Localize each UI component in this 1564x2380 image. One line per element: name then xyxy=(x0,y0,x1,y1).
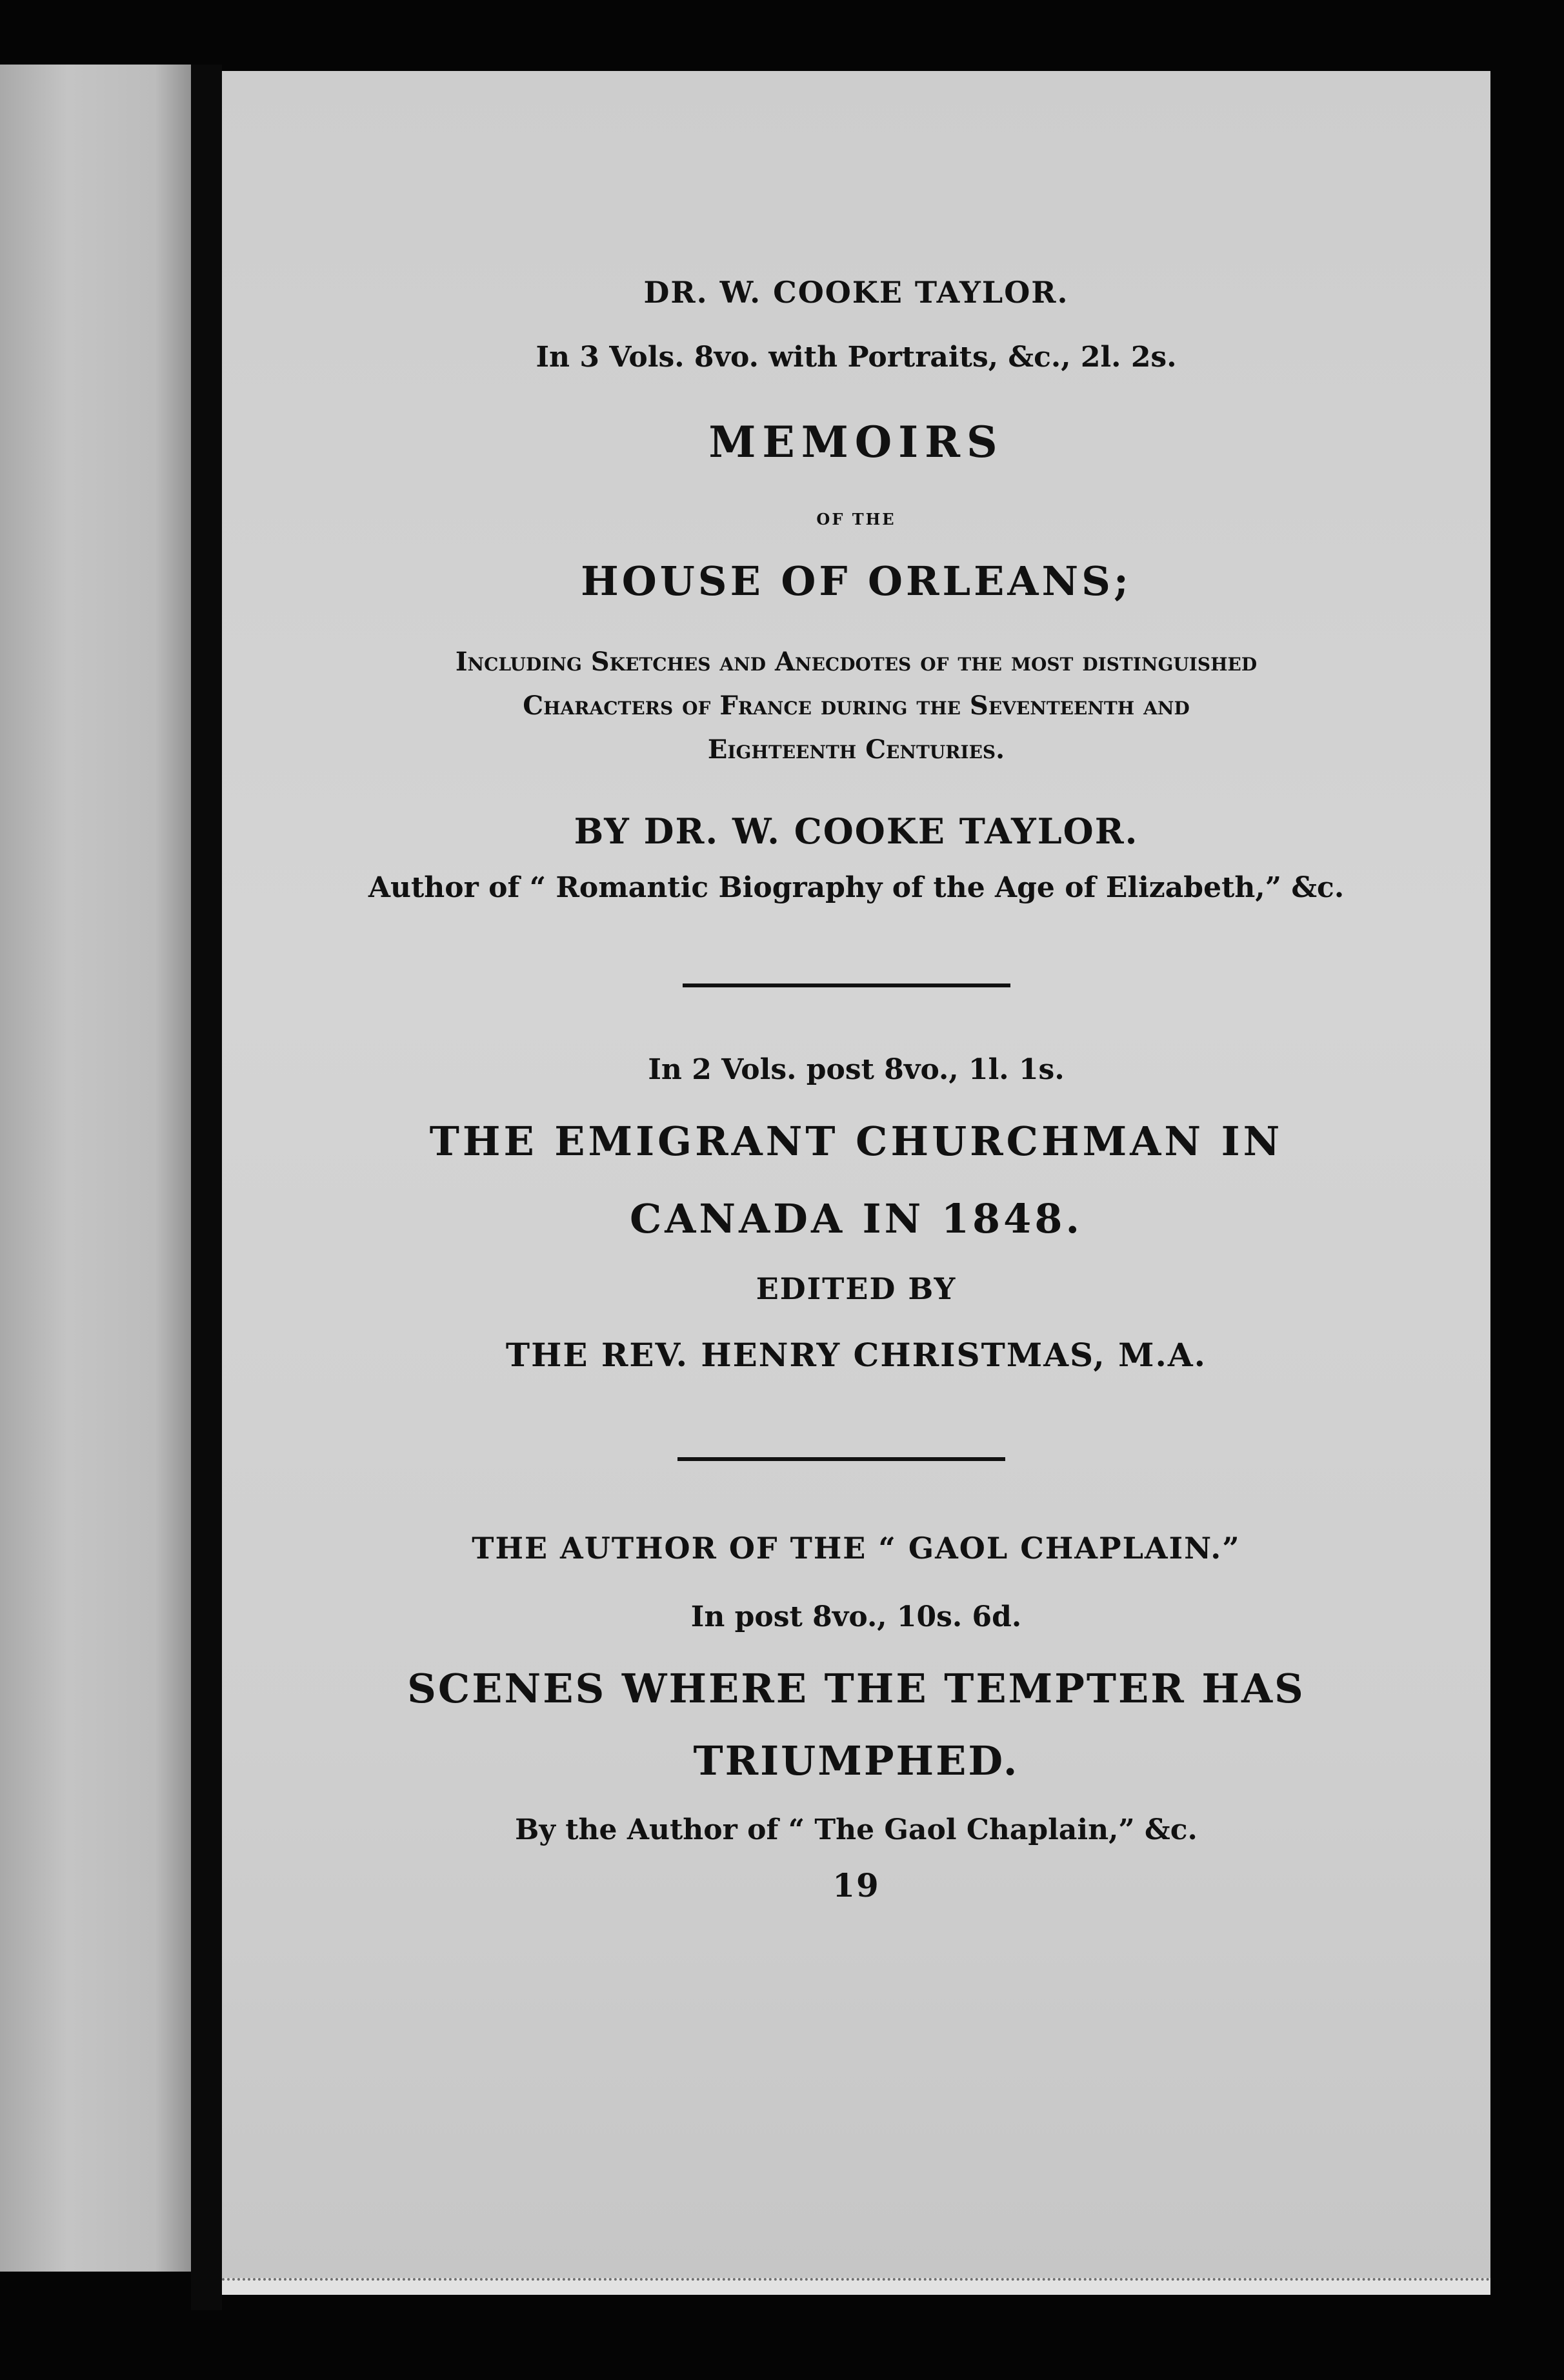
book2-edited-by: EDITED BY xyxy=(756,1271,957,1306)
book2-title-line2: CANADA IN 1848. xyxy=(629,1195,1083,1242)
book1-title-of-the: OF THE xyxy=(816,510,896,529)
book-gutter xyxy=(191,65,222,2310)
book2-editor: THE REV. HENRY CHRISTMAS, M.A. xyxy=(505,1336,1207,1374)
book3-byline: By the Author of “ The Gaol Chaplain,” &c. xyxy=(515,1813,1198,1846)
section-divider xyxy=(677,1457,1005,1461)
page-bottom-edge xyxy=(222,2278,1490,2295)
section-divider xyxy=(683,983,1010,987)
book1-title-memoirs: MEMOIRS xyxy=(708,417,1004,467)
page-number: 19 xyxy=(832,1866,880,1904)
advertisement-page xyxy=(222,71,1490,2291)
book3-title-line1: SCENES WHERE THE TEMPTER HAS xyxy=(407,1665,1305,1712)
book1-format-price: In 3 Vols. 8vo. with Portraits, &c., 2l. 2s. xyxy=(536,341,1177,374)
book1-subtitle-line: Characters of France during the Seventeenth and xyxy=(523,691,1190,721)
book1-author-header: DR. W. COOKE TAYLOR. xyxy=(643,275,1069,310)
facing-page-edge xyxy=(0,65,194,2272)
book2-title-line1: THE EMIGRANT CHURCHMAN IN xyxy=(429,1118,1283,1165)
book1-subtitle-line: Including Sketches and Anecdotes of the most distinguished xyxy=(455,647,1258,677)
book3-author-header: THE AUTHOR OF THE “ GAOL CHAPLAIN.” xyxy=(472,1531,1241,1566)
book1-author-note: Author of “ Romantic Biography of the Age of Elizabeth,” &c. xyxy=(368,871,1345,904)
book3-format-price: In post 8vo., 10s. 6d. xyxy=(690,1600,1022,1633)
book3-title-line2: TRIUMPHED. xyxy=(693,1737,1019,1784)
book1-byline: BY DR. W. COOKE TAYLOR. xyxy=(574,811,1139,852)
book1-title-house-of-orleans: HOUSE OF ORLEANS; xyxy=(581,558,1132,605)
book2-format-price: In 2 Vols. post 8vo., 1l. 1s. xyxy=(648,1053,1065,1086)
book1-subtitle-line: Eighteenth Centuries. xyxy=(707,734,1005,765)
